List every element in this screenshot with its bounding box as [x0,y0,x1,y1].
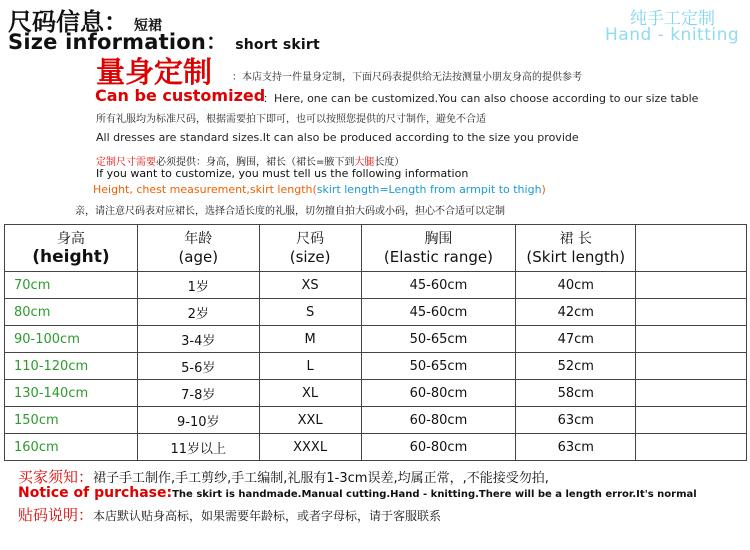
custom-title-cn-note: ：本店支持一件量身定制，下面尺码表提供给无法按测量小朋友身高的提供参考 [232,72,582,83]
cell-empty [636,299,747,326]
cell-chest: 45-60cm [361,272,516,299]
watermark-cn: 纯手工定制 [630,9,715,29]
custom-line-5-orange: Height, chest measurement,skirt length( [93,183,317,196]
cell-size: S [259,299,361,326]
cell-length: 40cm [516,272,636,299]
watermark-en: Hand - knitting [605,25,740,45]
title-cn: 尺码信息： [8,8,128,36]
cell-size: XXL [259,407,361,434]
cell-size: XXXL [259,434,361,461]
notice-cn [18,466,549,487]
table-row [5,434,747,461]
cell-height: 160cm [5,434,138,461]
custom-line-5-close: ) [541,183,546,196]
header-age: 年龄 (age) [137,225,259,272]
cell-length: 47cm [516,326,636,353]
cell-chest: 60-80cm [361,380,516,407]
notice-cn-text: 裙子手工制作,手工剪纱,手工编制,礼服有1-3cm误差,均属正常，,不能接受勿拍, [93,471,549,486]
cell-height: 70cm [5,272,138,299]
cell-chest: 60-80cm [361,434,516,461]
cell-size: XL [259,380,361,407]
cell-age: 7-8岁 [137,380,259,407]
cell-length: 58cm [516,380,636,407]
cell-empty [636,434,747,461]
cell-height: 150cm [5,407,138,434]
cell-length: 52cm [516,353,636,380]
size-label-title: 贴码说明： [18,506,94,524]
subtitle-en: short skirt [235,37,320,53]
header-skirt-length: 裙 长 (Skirt length) [516,225,636,272]
table-row [5,272,747,299]
custom-line-5 [93,183,546,196]
cell-age: 9-10岁 [137,407,259,434]
notice-cn-label: 买家须知： [18,468,94,486]
table-row [5,299,747,326]
header-chest: 胸围 (Elastic range) [361,225,516,272]
header-empty [636,225,747,272]
size-label-note [18,504,441,525]
notice-en-label: Notice of purchase: [18,485,173,501]
size-table [4,224,747,461]
cell-age: 5-6岁 [137,353,259,380]
cell-height: 110-120cm [5,353,138,380]
cell-height: 80cm [5,299,138,326]
cell-age: 3-4岁 [137,326,259,353]
title-en: Size information： [8,30,228,54]
cell-age: 11岁以上 [137,434,259,461]
cell-height: 130-140cm [5,380,138,407]
table-row [5,407,747,434]
custom-line-3 [96,153,404,168]
notice-en [18,485,697,501]
cell-size: L [259,353,361,380]
cell-length: 63cm [516,434,636,461]
custom-line-1: 所有礼服均为标准尺码，根据需要拍下即可，也可以按照您提供的尺寸制作，避免不合适 [96,114,486,125]
custom-title-en: Can be customized [95,86,266,105]
size-label-text: 本店默认贴身高标，如果需要年龄标，或者字母标，请于客服联系 [93,509,442,523]
table-header-row [5,225,747,272]
cell-age: 1岁 [137,272,259,299]
cell-chest: 60-80cm [361,407,516,434]
custom-line-3-red2: 大腿 [354,157,375,168]
table-row [5,326,747,353]
subtitle-cn: 短裙 [134,18,162,34]
cell-chest: 45-60cm [361,299,516,326]
notice-en-text: The skirt is handmade.Manual cutting.Hand - knitting.There will be a length error.It's normal [172,489,697,500]
cell-empty [636,326,747,353]
cell-empty [636,353,747,380]
custom-line-6: 亲，请注意尺码表对应裙长，选择合适长度的礼服，切勿擅自拍大码或小码，担心不合适可以定制 [75,206,505,217]
cell-chest: 50-65cm [361,353,516,380]
custom-line-4: If you want to customize, you must tell us the following information [96,167,469,180]
cell-chest: 50-65cm [361,326,516,353]
header-size: 尺码 (size) [259,225,361,272]
table-row [5,353,747,380]
custom-line-3-end: 长度） [374,157,405,168]
cell-size: XS [259,272,361,299]
custom-line-3-rest: 必须提供：身高，胸围，裙长（裙长=腋下到 [156,157,355,168]
cell-length: 63cm [516,407,636,434]
cell-empty [636,272,747,299]
cell-empty [636,380,747,407]
cell-size: M [259,326,361,353]
header-height: 身高 (height) [5,225,138,272]
cell-height: 90-100cm [5,326,138,353]
custom-title-cn: 量身定制 [96,55,213,89]
cell-age: 2岁 [137,299,259,326]
cell-length: 42cm [516,299,636,326]
table-row [5,380,747,407]
custom-line-2: All dresses are standard sizes.It can also be produced according to the size you provide [96,131,579,144]
custom-title-en-note: ：Here, one can be customized.You can also choose according to our size table [263,92,699,105]
cell-empty [636,407,747,434]
custom-line-5-blue: skirt length=Length from armpit to thigh [316,183,542,196]
custom-line-3-red: 定制尺寸需要 [96,157,156,168]
